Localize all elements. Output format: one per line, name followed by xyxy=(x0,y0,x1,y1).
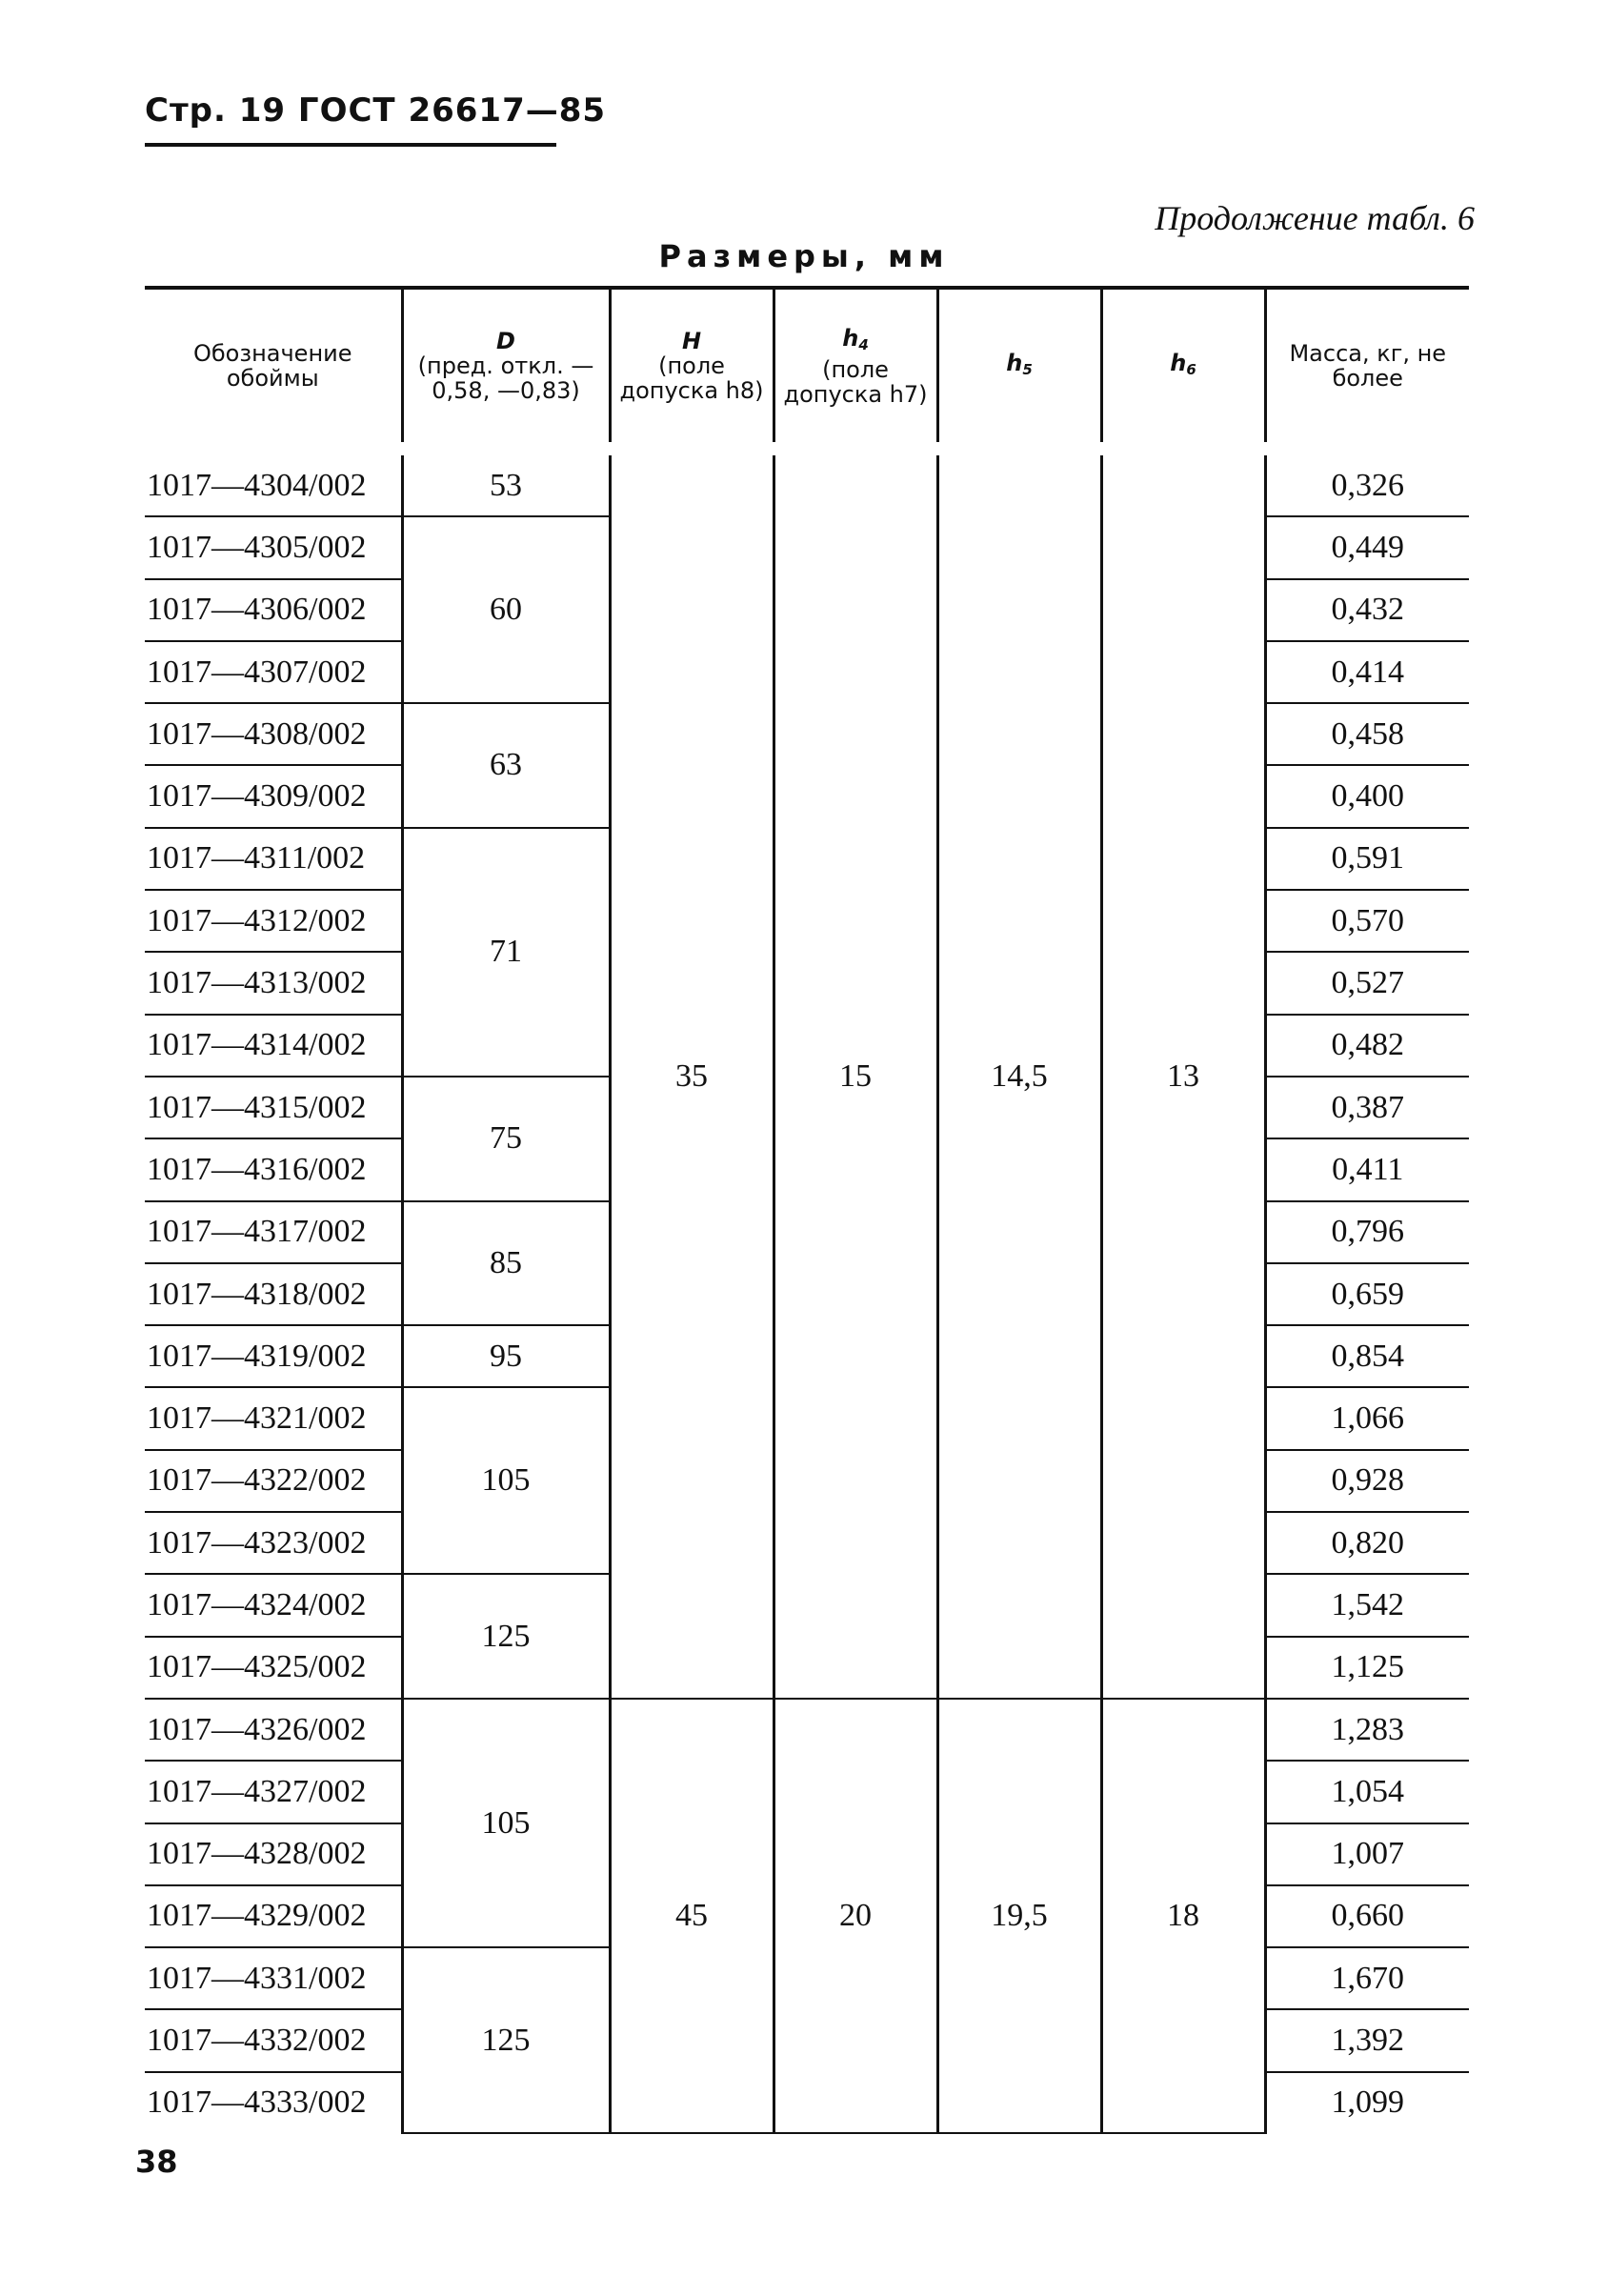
mass-cell: 0,414 xyxy=(1265,641,1469,703)
mass-cell: 0,326 xyxy=(1265,449,1469,516)
page-number: 38 xyxy=(135,2144,178,2180)
mass-cell: 0,820 xyxy=(1265,1512,1469,1574)
col-h6-symbol: $h_6$ xyxy=(1170,349,1196,378)
mass-cell: 0,400 xyxy=(1265,765,1469,827)
table-row xyxy=(145,449,1469,516)
h-cell: 45 xyxy=(610,1699,774,2133)
designation-cell: 1017—4313/002 xyxy=(145,952,402,1014)
mass-cell: 0,449 xyxy=(1265,516,1469,578)
designation-cell: 1017—4316/002 xyxy=(145,1138,402,1200)
col-mass xyxy=(1265,288,1469,449)
mass-cell: 1,099 xyxy=(1265,2072,1469,2133)
mass-cell: 0,660 xyxy=(1265,1885,1469,1947)
mass-cell: 0,482 xyxy=(1265,1015,1469,1077)
designation-cell: 1017—4332/002 xyxy=(145,2009,402,2071)
designation-cell: 1017—4306/002 xyxy=(145,579,402,641)
diameter-cell: 85 xyxy=(402,1201,610,1326)
mass-cell: 0,928 xyxy=(1265,1450,1469,1512)
h5-cell: 19,5 xyxy=(937,1699,1101,2133)
table-body xyxy=(145,449,1469,2133)
col-h5-symbol: $h_5$ xyxy=(1006,349,1033,378)
diameter-cell: 105 xyxy=(402,1387,610,1574)
designation-cell: 1017—4326/002 xyxy=(145,1699,402,1761)
page-header: Стр. 19 ГОСТ 26617—85 xyxy=(145,91,607,130)
col-h-note: (поле допуска h8) xyxy=(619,352,764,404)
table-row xyxy=(145,1699,1469,1761)
designation-cell: 1017—4333/002 xyxy=(147,2085,367,2121)
designation-cell: 1017—4318/002 xyxy=(145,1263,402,1325)
diameter-cell: 125 xyxy=(402,1947,610,2133)
designation-cell: 1017—4323/002 xyxy=(145,1512,402,1574)
h6-cell: 18 xyxy=(1101,1699,1265,2133)
designation-cell: 1017—4329/002 xyxy=(145,1885,402,1947)
designation-cell: 1017—4314/002 xyxy=(145,1015,402,1077)
diameter-cell: 75 xyxy=(402,1077,610,1201)
mass-cell: 0,854 xyxy=(1265,1325,1469,1387)
col-d xyxy=(402,288,610,449)
mass-cell: 1,066 xyxy=(1265,1387,1469,1449)
mass-cell: 1,542 xyxy=(1265,1574,1469,1636)
h5-cell: 14,5 xyxy=(937,449,1101,1699)
h6-cell: 13 xyxy=(1101,449,1265,1699)
diameter-cell: 60 xyxy=(402,516,610,703)
diameter-cell: 125 xyxy=(402,1574,610,1699)
col-mass-label: Масса, кг, не более xyxy=(1289,340,1447,392)
designation-cell: 1017—4324/002 xyxy=(145,1574,402,1636)
units-title: Размеры, мм xyxy=(658,238,950,274)
dimensions-table xyxy=(145,286,1469,2134)
header-underline xyxy=(145,143,556,147)
h4-cell: 15 xyxy=(774,449,937,1699)
diameter-cell: 105 xyxy=(402,1699,610,1947)
mass-cell: 1,670 xyxy=(1265,1947,1469,2009)
mass-cell: 1,283 xyxy=(1265,1699,1469,1761)
table-header-row xyxy=(145,288,1469,449)
designation-cell: 1017—4308/002 xyxy=(145,703,402,765)
h-cell: 35 xyxy=(610,449,774,1699)
designation-cell: 1017—4309/002 xyxy=(145,765,402,827)
mass-cell: 1,054 xyxy=(1265,1761,1469,1823)
designation-cell: 1017—4305/002 xyxy=(145,516,402,578)
designation-cell: 1017—4304/002 xyxy=(145,449,402,516)
diameter-cell: 53 xyxy=(402,449,610,516)
col-h5 xyxy=(937,288,1101,449)
col-h6 xyxy=(1101,288,1265,449)
mass-cell: 0,659 xyxy=(1265,1263,1469,1325)
designation-cell: 1017—4312/002 xyxy=(145,890,402,952)
col-h4-note: (поле допуска h7) xyxy=(783,355,928,408)
h4-cell: 20 xyxy=(774,1699,937,2133)
diameter-cell: 95 xyxy=(402,1325,610,1387)
col-d-symbol: D xyxy=(496,328,515,354)
mass-cell: 0,387 xyxy=(1265,1077,1469,1138)
mass-cell: 0,570 xyxy=(1265,890,1469,952)
mass-cell: 0,527 xyxy=(1265,952,1469,1014)
mass-cell: 0,796 xyxy=(1265,1201,1469,1263)
diameter-cell: 63 xyxy=(402,703,610,828)
designation-cell: 1017—4327/002 xyxy=(145,1761,402,1823)
designation-cell: 1017—4328/002 xyxy=(145,1823,402,1885)
mass-cell: 0,591 xyxy=(1265,828,1469,890)
mass-cell: 0,411 xyxy=(1265,1138,1469,1200)
col-h-symbol: H xyxy=(681,328,702,354)
designation-cell: 1017—4322/002 xyxy=(145,1450,402,1512)
col-designation xyxy=(145,288,402,449)
designation-cell: 1017—4307/002 xyxy=(145,641,402,703)
mass-cell: 1,392 xyxy=(1265,2009,1469,2071)
col-h xyxy=(610,288,774,449)
designation-cell: 1017—4321/002 xyxy=(145,1387,402,1449)
col-h4-symbol: $h_4$ xyxy=(842,324,869,353)
mass-cell: 1,007 xyxy=(1265,1823,1469,1885)
designation-cell: 1017—4331/002 xyxy=(145,1947,402,2009)
continuation-label: Продолжение табл. 6 xyxy=(1155,199,1475,237)
mass-cell: 0,432 xyxy=(1265,579,1469,641)
diameter-cell: 71 xyxy=(402,828,610,1077)
designation-cell: 1017—4325/002 xyxy=(145,1637,402,1699)
col-h4 xyxy=(774,288,937,449)
designation-cell: 1017—4315/002 xyxy=(145,1077,402,1138)
designation-cell: 1017—4319/002 xyxy=(145,1325,402,1387)
col-designation-label: Обозначение обоймы xyxy=(192,340,352,392)
col-d-note: (пред. откл. —0,58, —0,83) xyxy=(417,352,594,404)
designation-cell: 1017—4317/002 xyxy=(145,1201,402,1263)
designation-cell: 1017—4311/002 xyxy=(145,828,402,890)
mass-cell: 0,458 xyxy=(1265,703,1469,765)
mass-cell: 1,125 xyxy=(1265,1637,1469,1699)
